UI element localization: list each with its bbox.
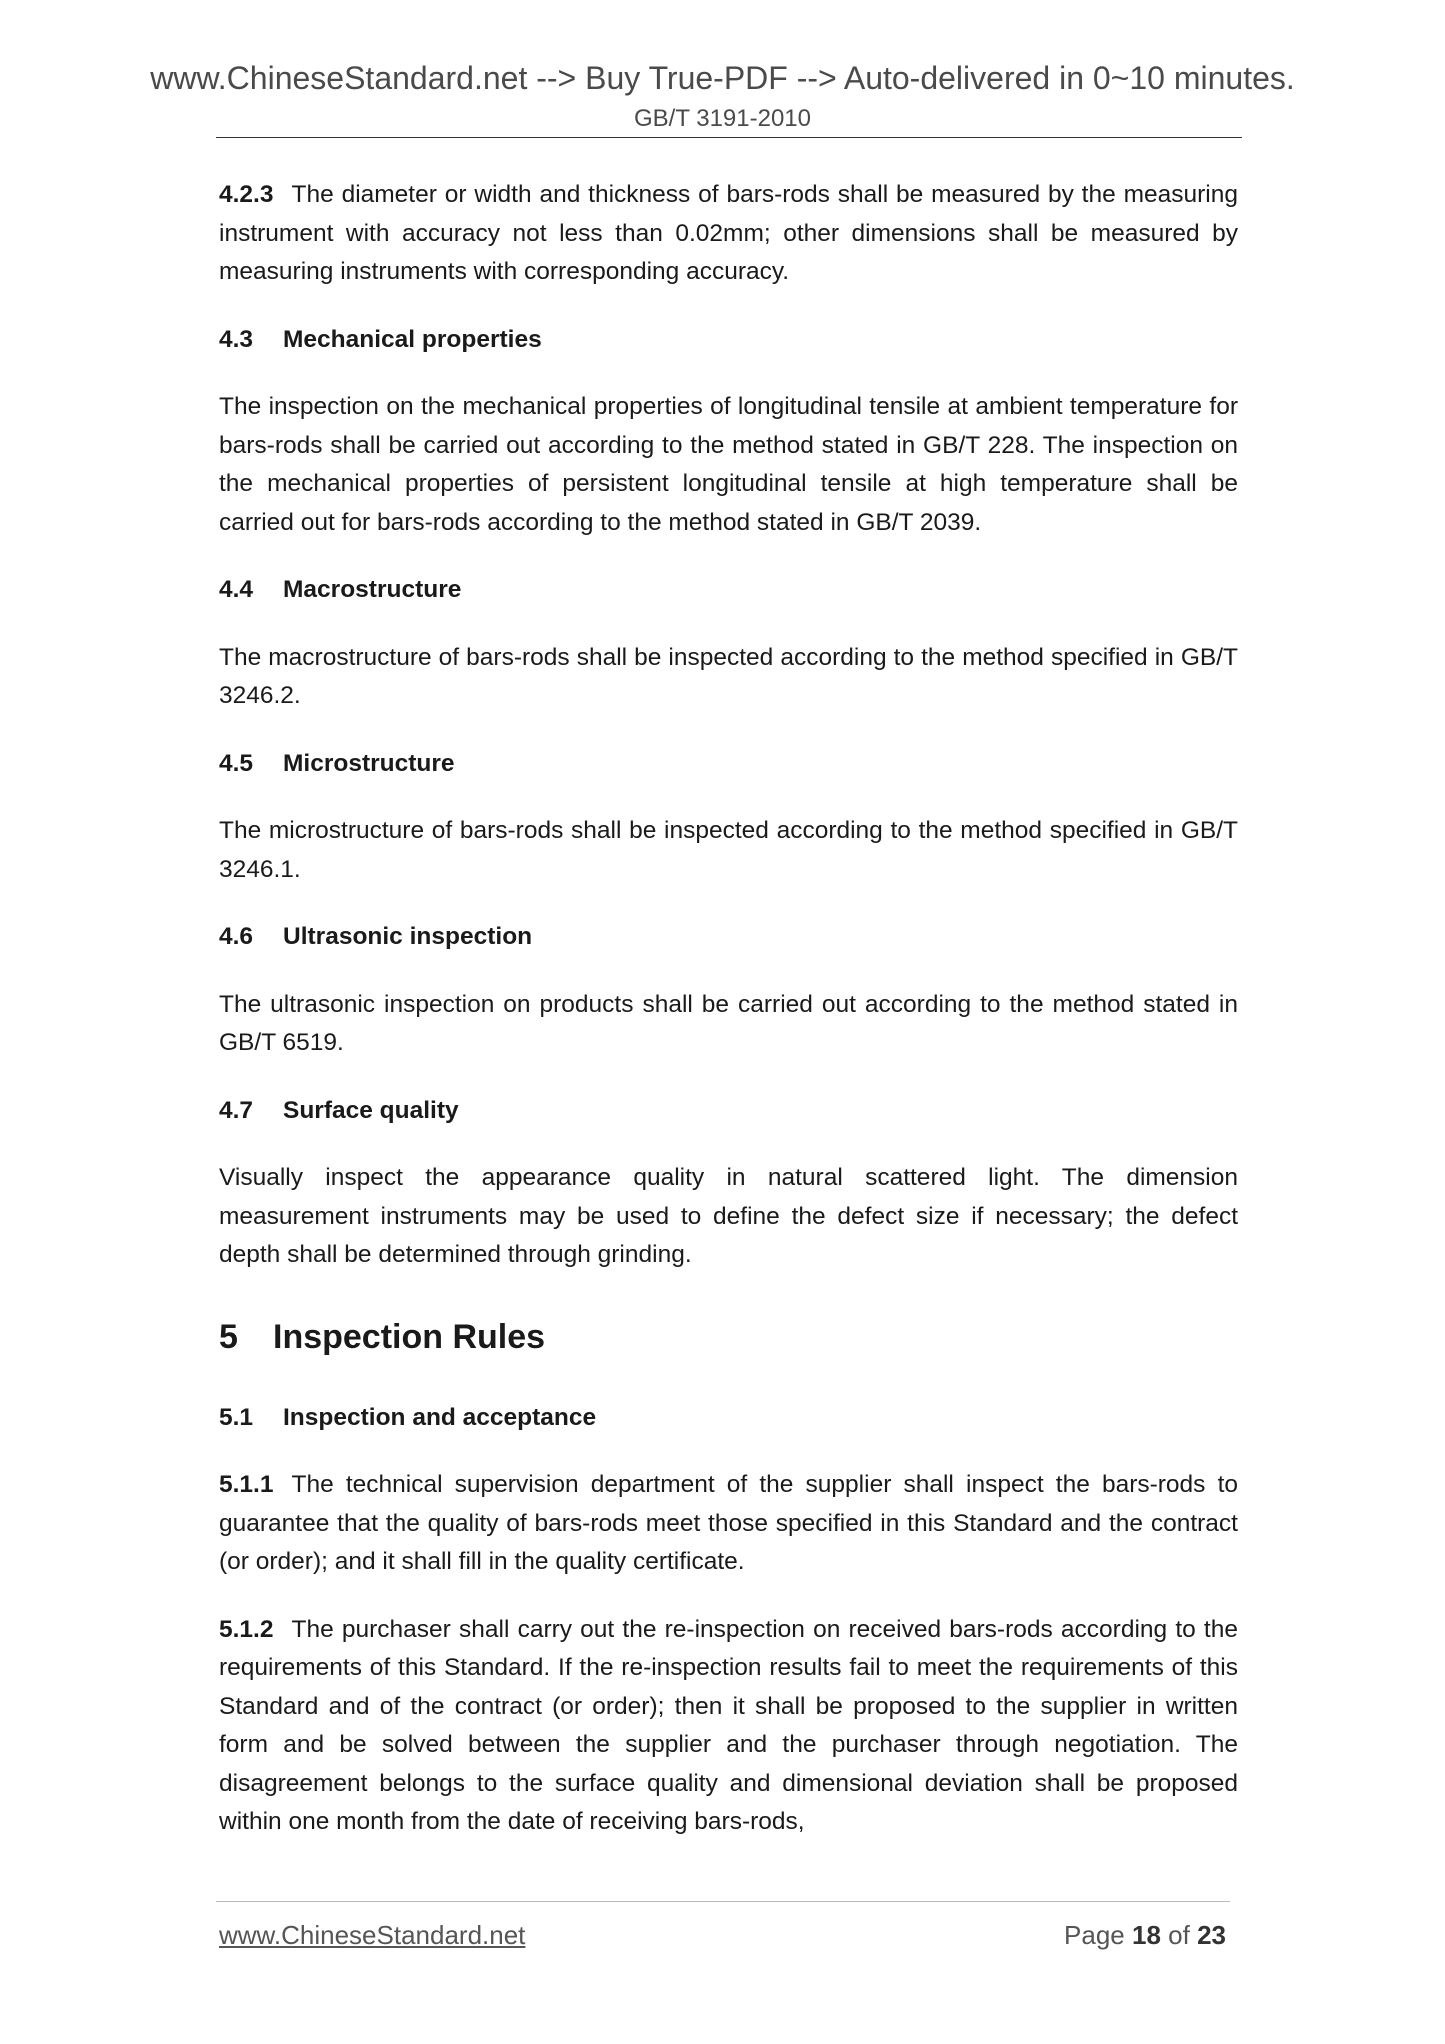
heading-4-4 [219, 571, 1238, 610]
clause-number: 4.2.3 [219, 181, 274, 208]
section-number: 4.7 [219, 1096, 254, 1124]
heading-4-3 [219, 321, 1238, 360]
page-of: of [1168, 1920, 1190, 1950]
page-label: Page [1064, 1920, 1125, 1950]
section-title: Inspection and acceptance [283, 1403, 597, 1431]
paragraph-4-6: The ultrasonic inspection on products shall be carried out according to the method stated in GB/T 6519. [219, 990, 1238, 1056]
heading-4-6 [219, 918, 1238, 957]
clause-number: 5.1.1 [219, 1471, 274, 1498]
clause-4-2-3 [219, 176, 1238, 292]
footer-site-link[interactable]: www.ChineseStandard.net [219, 1920, 526, 1950]
header-banner: www.ChineseStandard.net --> Buy True-PDF --> Auto-delivered in 0~10 minutes. [150, 60, 1295, 96]
heading-4-5 [219, 745, 1238, 784]
paragraph-4-3: The inspection on the mechanical properties of longitudinal tensile at ambient temperature for bars-rods shall be carried out according to the method stated in GB/T 228. The inspection on the mechanical properties of persistent longitudinal tensile at high temperature shall be carried out for bars-rods according to the method stated in GB/T 2039. [219, 393, 1238, 536]
section-number: 4.4 [219, 576, 254, 603]
footer-divider [216, 1901, 1230, 1902]
chapter-number: 5 [219, 1317, 238, 1356]
heading-5-1 [219, 1399, 1238, 1438]
page-total: 23 [1197, 1920, 1226, 1950]
clause-number: 5.1.2 [219, 1615, 274, 1643]
header-divider [216, 137, 1242, 138]
section-title: Macrostructure [283, 576, 462, 603]
paragraph-4-4: The macrostructure of bars-rods shall be inspected according to the method specified in GB/T 3246.2. [219, 643, 1238, 709]
section-title: Surface quality [283, 1096, 459, 1124]
chapter-heading-5 [219, 1315, 1238, 1359]
clause-text: The technical supervision department of the supplier shall inspect the bars-rods to guarantee that the quality of bars-rods meet those specified in this Standard and the contract (or order); and it shall fill in the quality certificate. [219, 1471, 1238, 1575]
heading-4-7 [219, 1092, 1238, 1131]
section-number: 4.3 [219, 325, 254, 353]
clause-5-1-2 [219, 1611, 1238, 1842]
clause-5-1-1 [219, 1466, 1238, 1582]
clause-text: The purchaser shall carry out the re-inspection on received bars-rods according to the requirements of this Standard. If the re-inspection results fail to meet the requirements of this Standard and of the contract (or order); then it shall be proposed to the supplier in written form and be solved between the supplier and the purchaser through negotiation. The disagreement belongs to the surface quality and dimensional deviation shall be proposed within one month from the date of receiving bars-rods, [219, 1615, 1238, 1835]
paragraph-4-5: The microstructure of bars-rods shall be inspected according to the method specified in GB/T 3246.1. [219, 817, 1238, 883]
page-content [219, 176, 1238, 1842]
section-title: Microstructure [283, 749, 455, 777]
paragraph-4-7: Visually inspect the appearance quality in natural scattered light. The dimension measurement instruments may be used to define the defect size if necessary; the defect depth shall be determined through grinding. [219, 1164, 1238, 1268]
document-id: GB/T 3191-2010 [633, 105, 811, 132]
section-number: 5.1 [219, 1403, 254, 1431]
clause-text: The diameter or width and thickness of bars-rods shall be measured by the measuring instrument with accuracy not less than 0.02mm; other dimensions shall be measured by measuring instruments with corresponding accuracy. [219, 181, 1238, 285]
section-number: 4.6 [219, 923, 254, 950]
page-current: 18 [1132, 1920, 1161, 1950]
chapter-title: Inspection Rules [273, 1317, 546, 1356]
section-title: Ultrasonic inspection [283, 923, 533, 950]
section-title: Mechanical properties [283, 325, 542, 353]
page-indicator [1064, 1918, 1226, 1952]
section-number: 4.5 [219, 749, 254, 777]
